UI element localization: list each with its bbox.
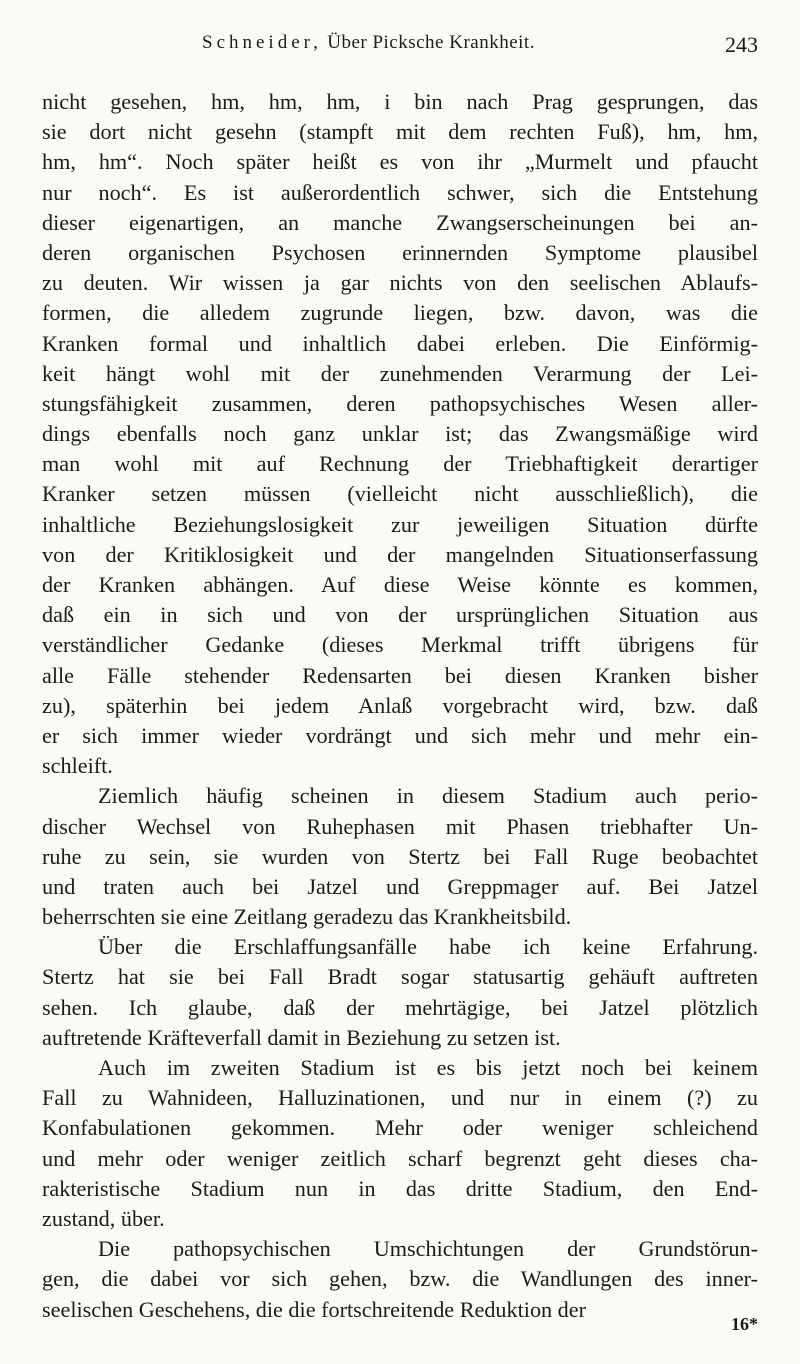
text-line: von der Kritiklosigkeit und der mangelnden Situationserfassung [42,541,758,567]
text-line: keit hängt wohl mit der zunehmenden Verarmung der Lei- [42,360,758,386]
text-line: dings ebenfalls noch ganz unklar ist; das Zwangsmäßige wird [42,421,758,447]
text-line: verständlicher Gedanke (dieses Merkmal trifft übrigens für [42,632,758,658]
text-line: sie dort nicht gesehn (stampft mit dem rechten Fuß), hm, hm, [42,119,758,145]
body-text [42,87,758,1325]
text-line: schleift. [42,753,113,779]
paragraph [42,781,758,932]
text-line: Auch im zweiten Stadium ist es bis jetzt noch bei keinem [98,1055,758,1080]
running-header [42,32,758,62]
text-line: daß ein in sich und von der ursprünglichen Situation aus [42,602,758,628]
text-line: hm, hm“. Noch später heißt es von ihr „Murmelt und pfaucht [42,149,758,175]
text-line: alle Fälle stehender Redensarten bei diesen Kranken bisher [42,662,758,688]
text-line: auftretende Kräfteverfall damit in Beziehung zu setzen ist. [42,1024,561,1050]
text-line: Stertz hat sie bei Fall Bradt sogar statusartig gehäuft auftreten [42,964,758,990]
text-line: und traten auch bei Jatzel und Greppmager auf. Bei Jatzel [42,873,758,899]
paragraph [42,1234,758,1325]
paragraph [42,932,758,1053]
text-line: Kranker setzen müssen (vielleicht nicht ausschließlich), die [42,481,758,507]
text-line: Konfabulationen gekommen. Mehr oder weniger schleichend [42,1115,758,1141]
page-number: 243 [725,32,758,57]
running-title [202,32,535,54]
text-line: stungsfähigkeit zusammen, deren pathopsychisches Wesen aller- [42,390,758,416]
text-line: nur noch“. Es ist außerordentlich schwer, sich die Entstehung [42,179,758,205]
header-author: Schneider, [202,32,322,53]
text-line: Die pathopsychischen Umschichtungen der Grundstörun- [98,1236,758,1262]
text-line: inhaltliche Beziehungslosigkeit zur jeweiligen Situation dürfte [42,511,758,537]
text-line: der Kranken abhängen. Auf diese Weise könnte es kommen, [42,572,758,597]
text-line: dieser eigenartigen, an manche Zwangserscheinungen bei an- [42,209,758,235]
printer-signature: 16* [731,1314,758,1334]
text-line: nicht gesehen, hm, hm, hm, i bin nach Prag gesprungen, das [42,89,758,114]
text-line: zustand, über. [42,1205,165,1231]
text-line: ruhe zu sein, sie wurden von Stertz bei Fall Ruge beobachtet [42,843,758,869]
text-line: gen, die dabei vor sich gehen, bzw. die Wandlungen des inner- [42,1266,758,1292]
text-line: und mehr oder weniger zeitlich scharf begrenzt geht dieses cha- [42,1145,758,1171]
text-line: zu), späterhin bei jedem Anlaß vorgebracht wird, bzw. daß [42,692,758,718]
text-line: zu deuten. Wir wissen ja gar nichts von den seelischen Ablaufs- [42,270,758,296]
text-line: man wohl mit auf Rechnung der Triebhaftigkeit derartiger [42,451,758,477]
text-line: sehen. Ich glaube, daß der mehrtägige, bei Jatzel plötzlich [42,994,758,1020]
text-line: deren organischen Psychosen erinnernden Symptome plausibel [42,239,758,265]
text-line: Über die Erschlaffungsanfälle habe ich keine Erfahrung. [98,934,758,960]
text-line: er sich immer wieder vordrängt und sich mehr und mehr ein- [42,722,758,748]
text-line: rakteristische Stadium nun in das dritte Stadium, den End- [42,1175,758,1201]
header-title: Über Picksche Krankheit. [327,32,535,53]
text-line: discher Wechsel von Ruhephasen mit Phasen triebhafter Un- [42,813,758,839]
paragraph [42,1053,758,1234]
text-line: seelischen Geschehens, die die fortschreitende Reduktion der [42,1296,587,1322]
text-line: beherrschten sie eine Zeitlang geradezu das Krankheitsbild. [42,904,572,930]
text-line: Kranken formal und inhaltlich dabei erleben. Die Einförmig- [42,330,758,356]
text-line: Ziemlich häufig scheinen in diesem Stadium auch perio- [98,783,758,809]
paragraph [42,87,758,781]
text-line: formen, die alledem zugrunde liegen, bzw. davon, was die [42,300,758,326]
text-line: Fall zu Wahnideen, Halluzinationen, und nur in einem (?) zu [42,1085,758,1111]
